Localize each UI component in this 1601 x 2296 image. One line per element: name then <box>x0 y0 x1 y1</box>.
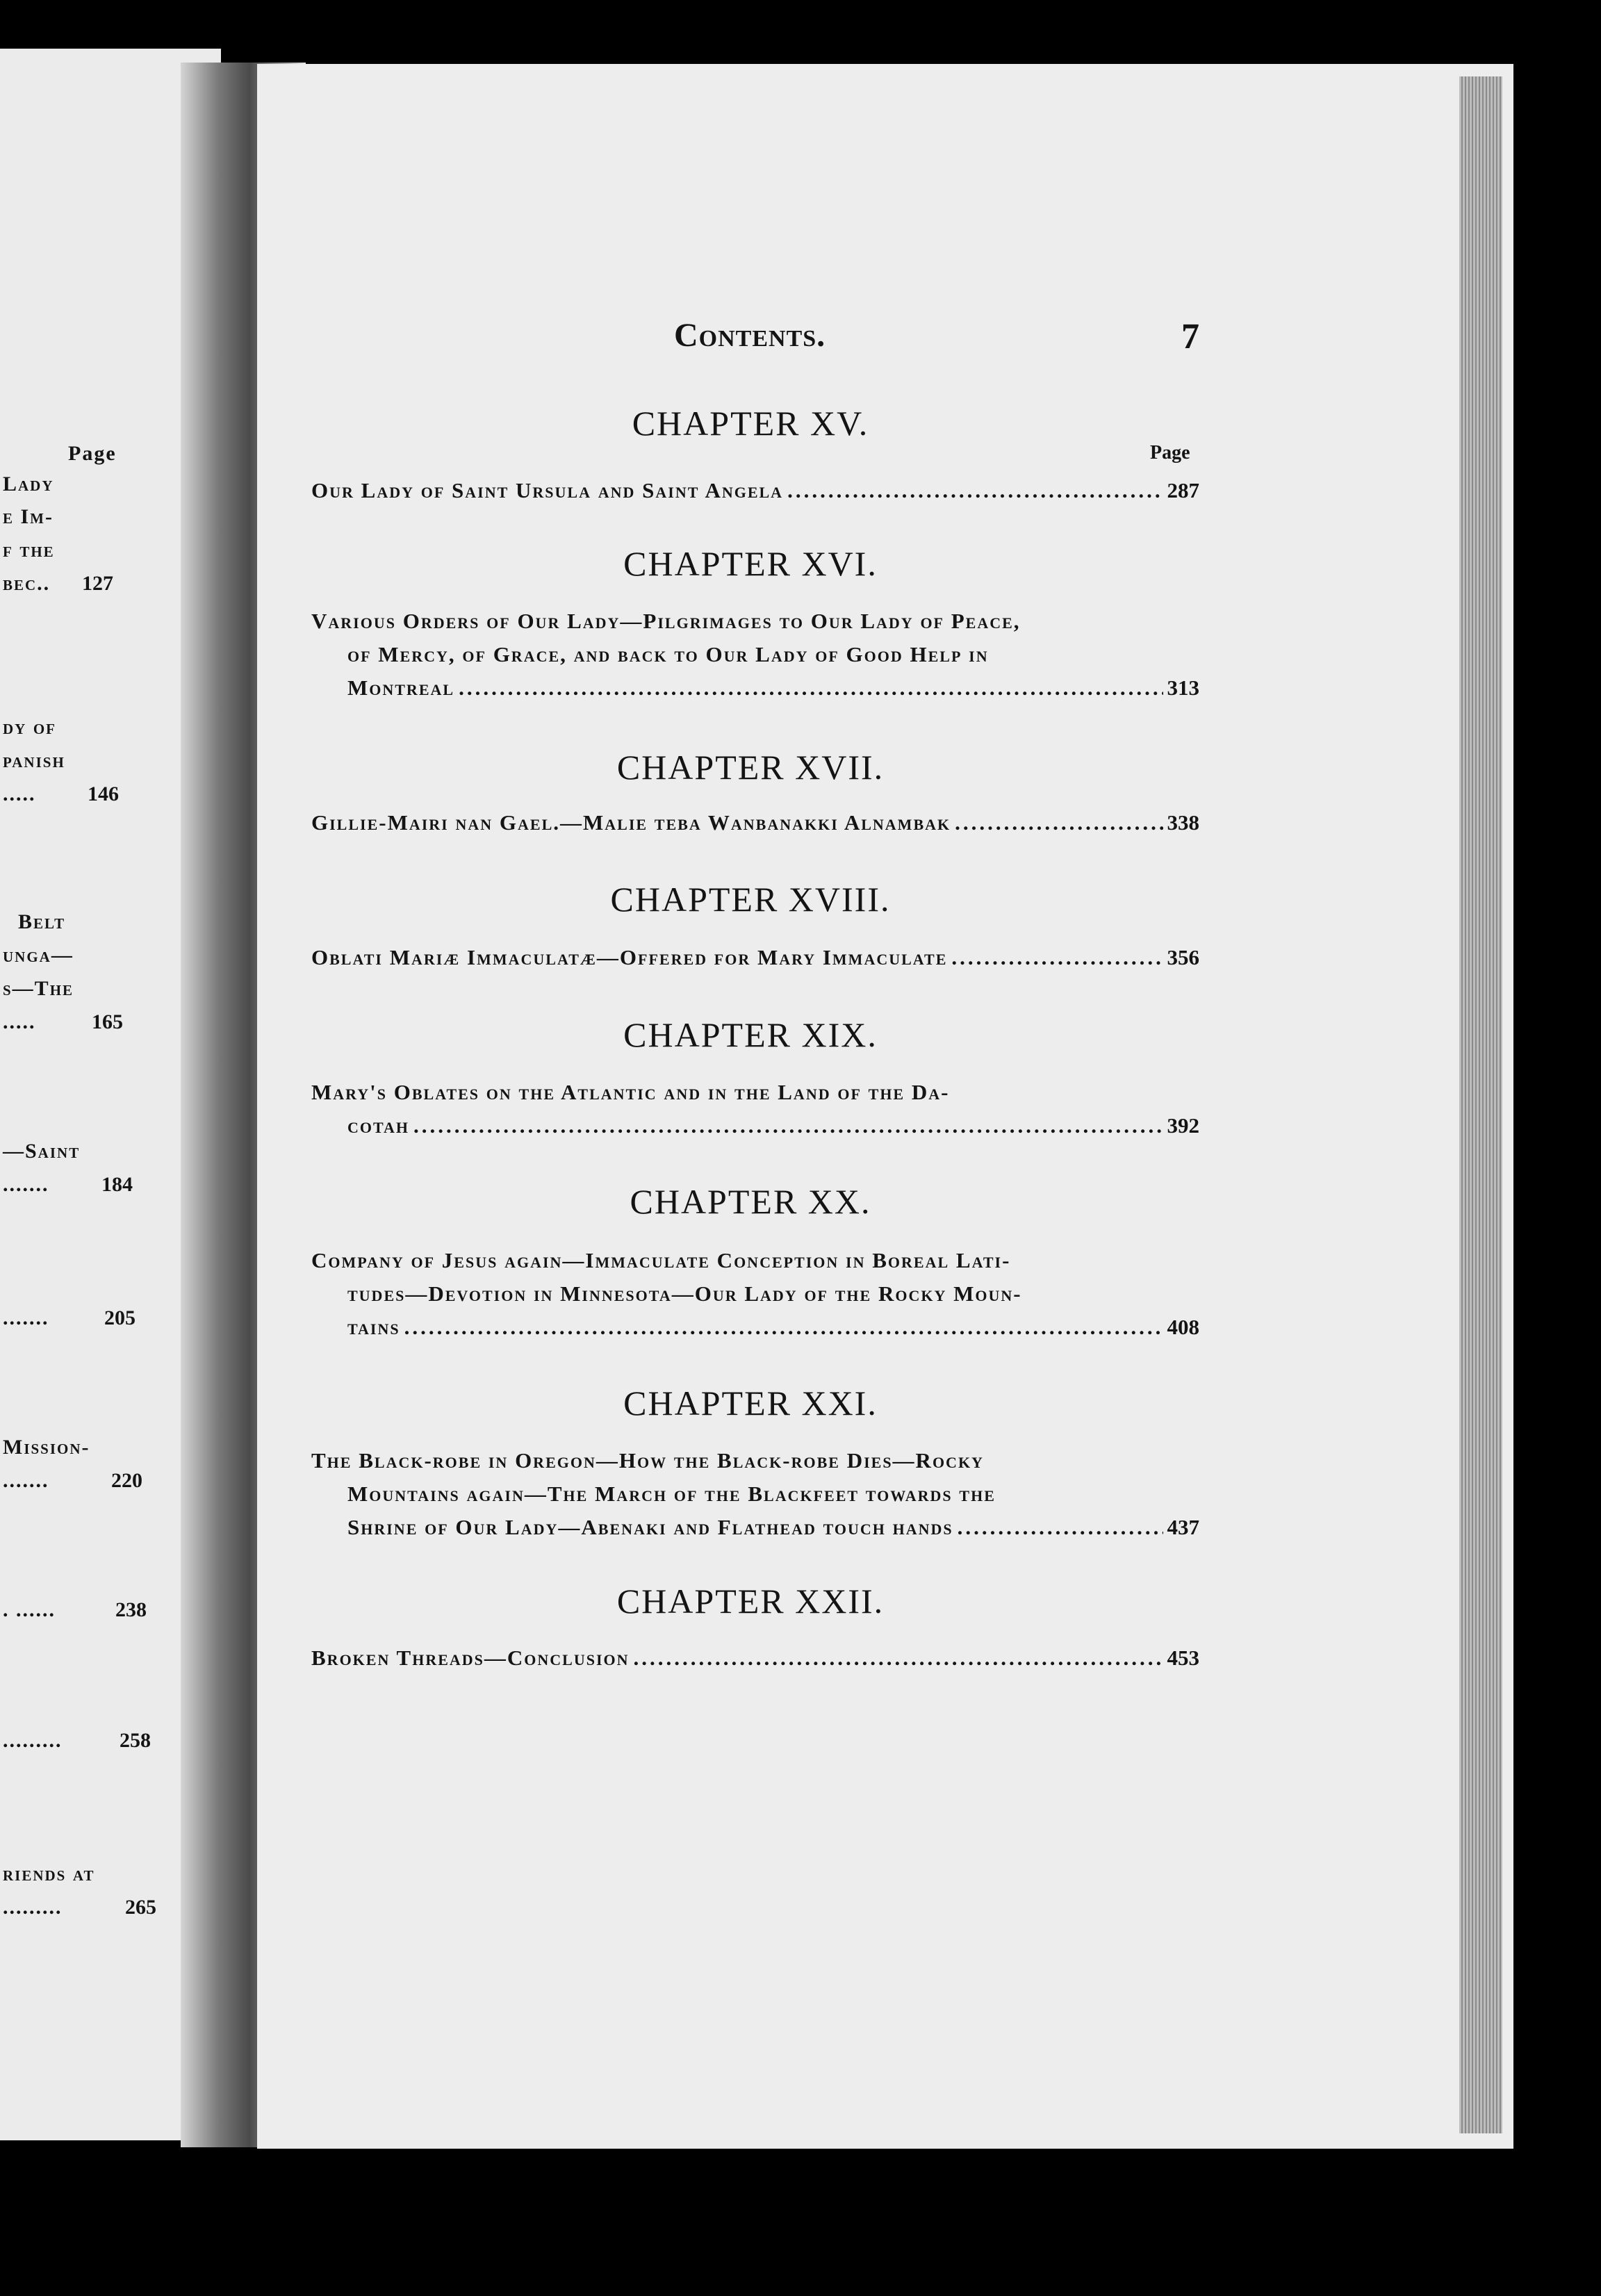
dot-leader <box>787 474 1163 507</box>
dot-leader <box>958 1511 1163 1544</box>
left-page-number: 238 <box>115 1598 147 1621</box>
chapter-entry-text: Our Lady of Saint Ursula and Saint Angela <box>311 478 784 502</box>
chapter-page-number: 408 <box>1167 1315 1199 1339</box>
left-page-fragment: unga— <box>3 944 74 967</box>
chapter-entry-text: Shrine of Our Lady—Abenaki and Flathead touch hands <box>347 1515 953 1539</box>
left-page-number: 127 <box>82 572 113 595</box>
chapter-entry <box>311 806 1199 839</box>
page-column-label: Page <box>1150 442 1190 464</box>
chapter-entry-text: Oblati Mariæ Immaculatæ—Offered for Mary Immaculate <box>311 945 948 969</box>
chapter-title: CHAPTER XVI. <box>623 544 878 583</box>
chapter-entry <box>311 605 1199 705</box>
left-page-fragment: e Im- <box>3 505 54 528</box>
left-page-number: 205 <box>104 1306 136 1329</box>
chapter-page-number: 287 <box>1167 478 1199 502</box>
chapter-entry-text: Gillie-Mairi nan Gael.—Malie teba Wanbanakki Alnambak <box>311 810 951 835</box>
left-page-number: 265 <box>125 1896 156 1919</box>
page-edges <box>1459 76 1502 2133</box>
left-page-fragment: Mission- <box>3 1436 90 1459</box>
chapter-entry <box>311 1444 1199 1544</box>
page-number: 7 <box>1181 317 1199 356</box>
left-page-fragment: ......... <box>3 1896 63 1919</box>
left-page-number: 165 <box>92 1010 123 1033</box>
left-page-fragment: ....... <box>3 1469 49 1492</box>
left-page-number: 258 <box>120 1729 151 1752</box>
chapter-entry-text: tudes—Devotion in Minnesota—Our Lady of the Rocky Moun- <box>347 1281 1022 1306</box>
chapter-entry-text: of Mercy, of Grace, and back to Our Lady of Good Help in <box>347 642 989 666</box>
chapter-entry <box>311 1244 1199 1344</box>
dot-leader <box>459 671 1163 705</box>
left-page-fragment: f the <box>3 539 55 561</box>
dot-leader <box>404 1311 1163 1344</box>
chapter-page-number: 313 <box>1167 675 1199 700</box>
chapter-entry-text: tains <box>347 1315 400 1339</box>
chapter-title: CHAPTER XXII. <box>616 1582 885 1621</box>
left-page-fragment: bec.. <box>3 572 51 595</box>
left-page-fragment: dy of <box>3 716 56 739</box>
chapter-page-number: 453 <box>1167 1646 1199 1670</box>
chapter-title: CHAPTER XVIII. <box>610 880 891 919</box>
chapter-entry <box>311 474 1199 507</box>
left-page-fragment: panish <box>3 749 65 772</box>
left-page-fragment: ....... <box>3 1173 49 1196</box>
chapter-title: CHAPTER XVII. <box>616 748 885 787</box>
chapter-entry-text: Broken Threads—Conclusion <box>311 1646 630 1670</box>
dot-leader <box>955 806 1163 839</box>
left-page-fragment: —Saint <box>3 1140 81 1163</box>
chapter-entry-text: Various Orders of Our Lady—Pilgrimages to Our Lady of Peace, <box>311 609 1021 633</box>
left-page-number: 220 <box>111 1469 142 1492</box>
left-page-number: 146 <box>88 782 119 805</box>
left-page-fragment: ......... <box>3 1729 63 1752</box>
dot-leader <box>951 941 1163 974</box>
chapter-page-number: 356 <box>1167 945 1199 969</box>
chapter-page-number: 338 <box>1167 810 1199 835</box>
chapter-entry-text: Company of Jesus again—Immaculate Conception in Boreal Lati- <box>311 1248 1011 1272</box>
chapter-entry-text: Montreal <box>347 675 455 700</box>
chapter-entry-text: Mountains again—The March of the Blackfeet towards the <box>347 1482 996 1506</box>
chapter-entry <box>311 941 1199 974</box>
running-head: Contents. <box>674 317 826 354</box>
chapter-title: CHAPTER XXI. <box>623 1384 878 1422</box>
chapter-entry <box>311 1076 1199 1142</box>
left-page-fragment: riends at <box>3 1862 95 1885</box>
left-page-fragment: Lady <box>3 473 54 495</box>
dot-leader <box>634 1641 1163 1675</box>
chapter-title: CHAPTER XIX. <box>623 1015 878 1054</box>
left-page-fragment: ..... <box>3 1010 36 1033</box>
chapter-page-number: 392 <box>1167 1113 1199 1138</box>
chapter-title: CHAPTER XX. <box>630 1182 871 1221</box>
dot-leader <box>413 1109 1163 1142</box>
chapter-entry <box>311 1641 1199 1675</box>
chapter-page-number: 437 <box>1167 1515 1199 1539</box>
left-page-fragment: Belt <box>18 910 66 933</box>
chapter-entry-text: The Black-robe in Oregon—How the Black-robe Dies—Rocky <box>311 1448 984 1473</box>
left-page-fragment: s—The <box>3 977 74 1000</box>
chapter-entry-text: cotah <box>347 1113 410 1138</box>
left-page-fragment: . ...... <box>3 1598 56 1621</box>
left-page-fragment: ..... <box>3 782 36 805</box>
chapter-entry-text: Mary's Oblates on the Atlantic and in the Land of the Da- <box>311 1080 950 1104</box>
left-page-fragment: ....... <box>3 1306 49 1329</box>
chapter-title: CHAPTER XV. <box>632 404 869 443</box>
left-page-number: 184 <box>101 1173 133 1196</box>
left-page-label: Page <box>68 442 117 465</box>
